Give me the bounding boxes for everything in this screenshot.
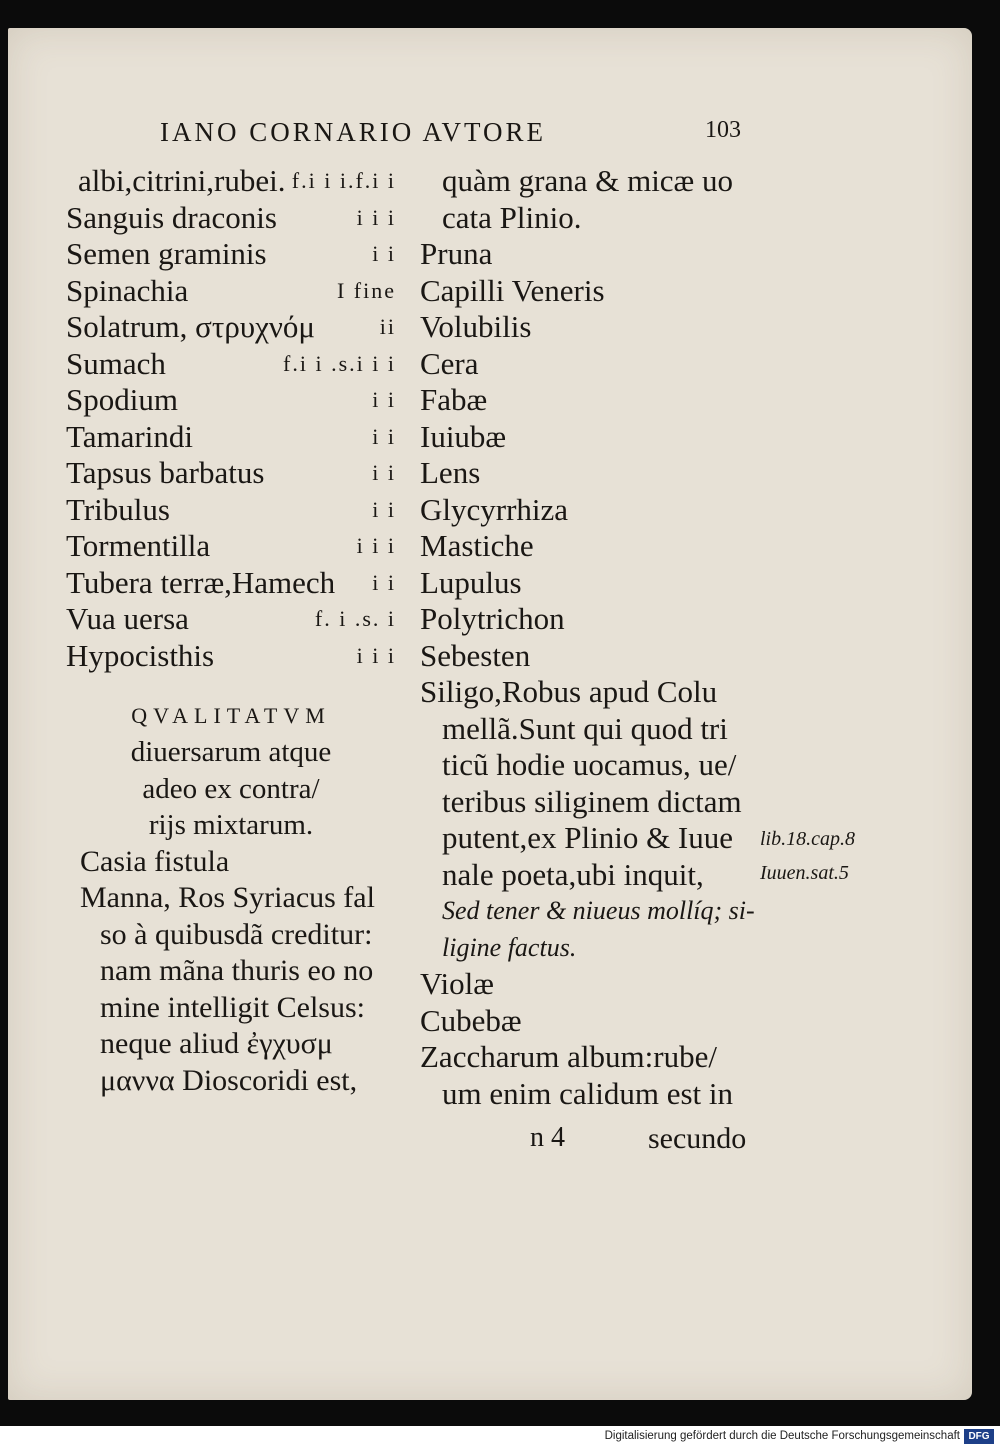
text-line: ligine factus. — [442, 932, 577, 962]
item-name: Spodium — [66, 382, 178, 417]
text-line: Manna, Ros Syriacus fal — [80, 881, 375, 914]
section-heading: QVALITATVM — [131, 703, 331, 728]
list-item — [66, 528, 396, 565]
text-line: putent,ex Plinio & Iuue — [442, 820, 734, 855]
signature-mark: n 4 — [530, 1122, 565, 1153]
text-line: Glycyrrhiza — [420, 491, 569, 527]
list-item — [66, 601, 396, 638]
item-value: ii — [379, 314, 396, 339]
item-value: i i — [372, 460, 396, 485]
text-line: teribus siliginem dictam — [442, 783, 742, 819]
item-name: Tapsus barbatus — [66, 455, 265, 490]
item-name: Spinachia — [66, 272, 189, 308]
item-name: Hypocisthis — [66, 637, 215, 673]
item-value: f.i i i.f.i i — [291, 168, 396, 193]
text-line: μαννα Dioscoridi est, — [100, 1063, 358, 1097]
text-line: Cubebæ — [420, 1002, 522, 1038]
text-line: nale poeta,ubi inquit, — [442, 856, 704, 892]
text-line: Violæ — [420, 966, 494, 1001]
footer-strip — [0, 1426, 1000, 1448]
list-item — [66, 200, 396, 237]
list-item — [66, 638, 396, 675]
item-name: Sanguis draconis — [66, 199, 277, 235]
margin-note: Iuuen.sat.5 — [760, 862, 849, 884]
text-line: Cera — [420, 345, 479, 381]
item-value: i i i — [356, 642, 396, 668]
list-item — [66, 455, 396, 492]
text-line: neque aliud ἐγχυσμ — [100, 1027, 333, 1060]
running-title: IANO CORNARIO AVTORE — [160, 117, 547, 147]
section-line: diuersarum atque — [130, 736, 332, 768]
margin-notes — [760, 822, 890, 890]
item-value: i i — [372, 241, 396, 266]
item-name: Semen graminis — [66, 236, 267, 271]
item-name: Tormentilla — [66, 528, 211, 563]
text-line: so à quibusdã creditur: — [100, 917, 373, 951]
text-line: Lens — [420, 455, 481, 490]
item-name: Tribulus — [66, 491, 170, 527]
list-item — [66, 309, 396, 346]
text-line: Iuiubæ — [420, 418, 507, 454]
margin-note: lib.18.cap.8 — [760, 828, 855, 850]
text-line: Sed tener & niueus mollíq; si- — [442, 896, 755, 925]
list-item — [66, 492, 396, 529]
catchword: secundo — [648, 1122, 747, 1155]
footer-credit: Digitalisierung gefördert durch die Deutsche Forschungsgemeinschaft — [604, 1430, 960, 1442]
text-line: mine intelligit Celsus: — [100, 990, 365, 1024]
text-line: Zaccharum album:rube/ — [420, 1039, 717, 1074]
item-value: i i — [372, 423, 396, 449]
text-line: Lupulus — [420, 564, 522, 600]
folio-number: 103 — [705, 117, 741, 143]
text-line: mellã.Sunt qui quod tri — [442, 710, 728, 746]
item-name: Vua uersa — [66, 601, 189, 636]
list-item — [66, 346, 396, 383]
text-line: Sebesten — [420, 637, 531, 673]
text-line: nam mãna thuris eo no — [100, 954, 374, 987]
text-line: Volubilis — [420, 309, 532, 344]
item-value: i i i — [356, 533, 396, 558]
text-line: um enim calidum est in — [442, 1075, 734, 1111]
item-value: i i — [372, 387, 396, 412]
ingredient-list — [66, 163, 396, 674]
text-line: quàm grana & micæ uo — [442, 163, 733, 198]
item-value: f. i .s. i — [314, 606, 396, 631]
dfg-logo: DFG — [964, 1429, 994, 1444]
list-item — [66, 419, 396, 456]
item-value: i i — [372, 496, 396, 522]
text-line: Pruna — [420, 236, 493, 271]
section-line: rijs mixtarum. — [148, 809, 314, 841]
item-name: Solatrum, στρυχνόμ — [66, 309, 316, 344]
list-item — [66, 565, 396, 602]
section-subheading — [66, 734, 396, 844]
left-column — [66, 163, 396, 1099]
running-header — [160, 113, 760, 153]
section-line: adeo ex contra/ — [142, 772, 320, 805]
text-line: Mastiche — [420, 528, 534, 563]
list-item — [66, 273, 396, 310]
item-value: f.i i .s.i i i — [283, 350, 396, 376]
text-line: Casia fistula — [80, 844, 230, 878]
item-value: i i i — [356, 204, 396, 230]
list-item — [66, 382, 396, 419]
text-line: Polytrichon — [420, 601, 565, 636]
item-name: Sumach — [66, 345, 166, 381]
item-name: albi,citrini,rubei. — [78, 163, 286, 198]
item-value: I fine — [336, 277, 396, 303]
right-column — [420, 163, 760, 1112]
item-name: Tubera terræ,Hamech — [66, 564, 336, 600]
text-line: cata Plinio. — [442, 199, 582, 235]
list-item — [66, 163, 396, 200]
text-line: Capilli Veneris — [420, 272, 605, 308]
item-name: Tamarindi — [66, 418, 193, 454]
text-line: Fabæ — [420, 382, 488, 417]
list-item — [66, 236, 396, 273]
left-text-block — [66, 844, 396, 1100]
text-line: ticũ hodie uocamus, ue/ — [442, 747, 737, 782]
text-line: Siligo,Robus apud Colu — [420, 674, 718, 709]
item-value: i i — [372, 569, 396, 595]
